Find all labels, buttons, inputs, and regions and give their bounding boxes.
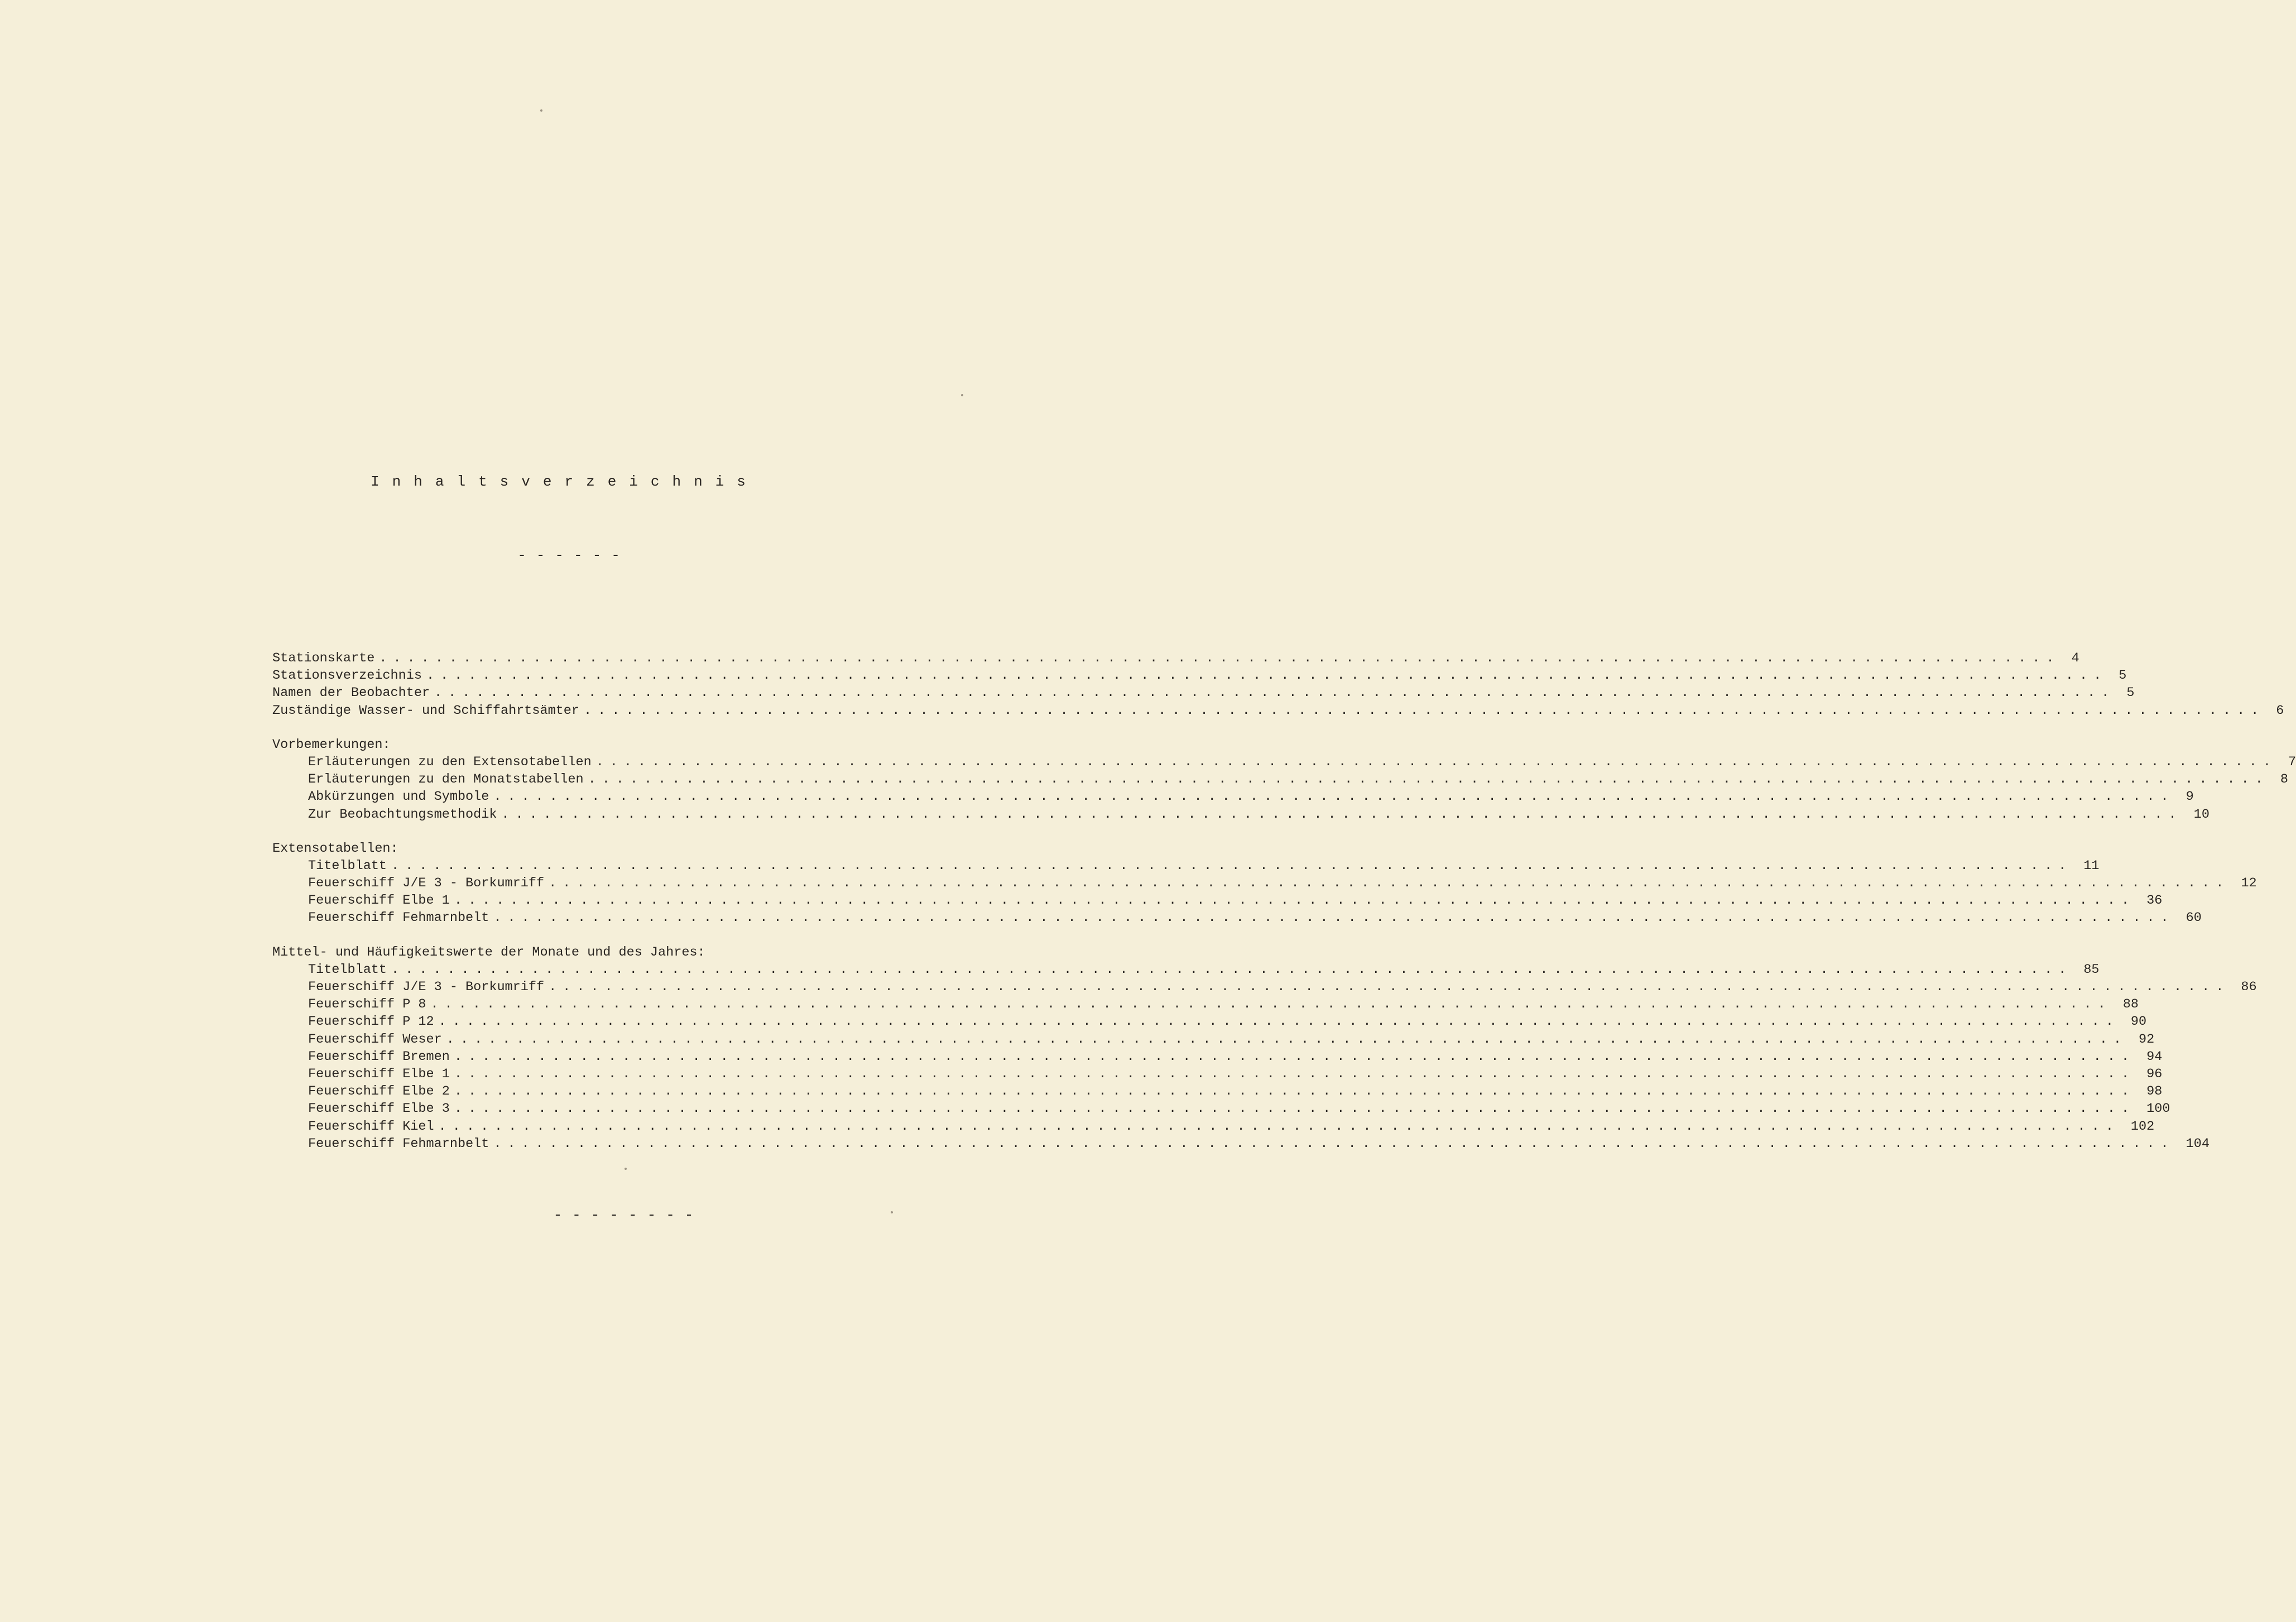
toc-entry[interactable] (272, 1135, 2209, 1153)
toc-entry[interactable] (272, 1031, 2155, 1048)
dot-leader: ........................................................................................................................ (595, 754, 2277, 770)
dot-leader: ........................................................................................................................ (493, 910, 2175, 926)
toc-entry-label: Feuerschiff Bremen (308, 1049, 450, 1064)
toc-entry[interactable] (272, 978, 2257, 996)
toc-entry[interactable] (272, 667, 2127, 684)
toc-entry-page: 102 (2130, 1119, 2155, 1134)
toc-entry-label: Titelblatt (308, 962, 387, 977)
toc-entry-label: Feuerschiff Elbe 3 (308, 1101, 450, 1117)
toc-entry-page: 4 (2071, 651, 2079, 666)
toc-entry-label: Feuerschiff Weser (308, 1031, 442, 1047)
toc-entry-page: 11 (2083, 858, 2100, 874)
toc-entry-page: 100 (2146, 1101, 2170, 1117)
paper-speck (540, 109, 542, 112)
paper-speck (961, 394, 963, 396)
page-title: Inhaltsverzeichnis (371, 473, 758, 490)
dot-leader: ........................................................................................................................ (454, 893, 2136, 909)
toc-entry[interactable] (272, 996, 2139, 1013)
toc-entry[interactable] (272, 857, 2100, 875)
dot-leader: ........................................................................................................................ (454, 1066, 2136, 1082)
toc-entry[interactable] (272, 702, 2284, 719)
title-underline: ------ (517, 547, 630, 564)
toc-entry-label: Titelblatt (308, 858, 387, 874)
toc-entry-page: 96 (2146, 1066, 2163, 1082)
toc-entry-label: Feuerschiff Elbe 1 (308, 1066, 450, 1082)
toc-entry-page: 92 (2139, 1031, 2155, 1047)
toc-entry-label: Stationsverzeichnis (272, 668, 422, 684)
dot-leader: ........................................................................................................................ (434, 685, 2116, 701)
dot-leader: ........................................................................................................................ (391, 858, 2073, 874)
toc-entry[interactable] (272, 1118, 2155, 1135)
toc-entry-page: 7 (2288, 754, 2296, 770)
toc-entry-label: Zuständige Wasser- und Schiffahrtsämter (272, 703, 579, 718)
toc-entry-label: Erläuterungen zu den Monatstabellen (308, 772, 584, 788)
toc-entry-page: 12 (2241, 876, 2257, 891)
dot-leader: ........................................................................................................................ (501, 807, 2183, 822)
dot-leader: ........................................................................................................................ (426, 668, 2108, 684)
toc-entry-label: Feuerschiff J/E 3 - Borkumriff (308, 876, 545, 891)
toc-entry-label: Feuerschiff J/E 3 - Borkumriff (308, 980, 545, 995)
dot-leader: ........................................................................................................................ (454, 1084, 2136, 1100)
toc-entry-label: Feuerschiff Kiel (308, 1119, 434, 1134)
toc-entry-page: 6 (2276, 703, 2284, 718)
dot-leader: ........................................................................................................................ (454, 1101, 2136, 1117)
toc-entry[interactable] (272, 875, 2257, 892)
dot-leader: ........................................................................................................................ (493, 1136, 2175, 1151)
toc-entry-page: 90 (2130, 1014, 2147, 1030)
toc-entry-label: Erläuterungen zu den Extensotabellen (308, 754, 592, 770)
toc-group-extensotabellen (272, 840, 2257, 927)
toc-entry-label: Feuerschiff Fehmarnbelt (308, 1136, 489, 1151)
toc-group-vorbemerkungen (272, 736, 2296, 823)
toc-entry-page: 9 (2185, 789, 2194, 805)
toc-entry-label: Feuerschiff Elbe 1 (308, 893, 450, 909)
dot-leader: ........................................................................................................................ (379, 651, 2060, 666)
toc-entry[interactable] (272, 1048, 2163, 1066)
toc-section-heading: Mittel- und Häufigkeitswerte der Monate und des Jahres: (272, 944, 705, 960)
paper-speck (891, 1211, 893, 1213)
toc-entry[interactable] (272, 1083, 2163, 1100)
toc-entry-page: 36 (2146, 893, 2163, 909)
dot-leader: ........................................................................................................................ (584, 703, 2265, 718)
toc-section-heading: Vorbemerkungen: (272, 737, 391, 752)
toc-entry-page: 10 (2193, 807, 2209, 822)
toc-entry[interactable] (272, 909, 2202, 927)
dot-leader: ........................................................................................................................ (391, 962, 2073, 977)
dot-leader: ........................................................................................................................ (438, 1119, 2120, 1134)
toc-group-general (272, 650, 2284, 719)
closing-rule: -------- (553, 1207, 704, 1223)
toc-entry-label: Feuerschiff Elbe 2 (308, 1084, 450, 1100)
toc-entry[interactable] (272, 806, 2209, 823)
toc-entry[interactable] (272, 892, 2163, 909)
toc-entry[interactable] (272, 1100, 2170, 1117)
toc-entry[interactable] (272, 754, 2296, 771)
toc-entry[interactable] (272, 1013, 2147, 1030)
dot-leader: ........................................................................................................................ (438, 1014, 2120, 1030)
toc-group-mittelwerte (272, 944, 2257, 1153)
dot-leader: ........................................................................................................................ (549, 980, 2230, 995)
paper-speck (625, 1168, 627, 1170)
dot-leader: ........................................................................................................................ (588, 772, 2269, 788)
dot-leader: ........................................................................................................................ (454, 1049, 2136, 1064)
toc-entry-label: Namen der Beobachter (272, 685, 430, 701)
table-of-contents (272, 650, 2296, 1153)
toc-entry-page: 5 (2119, 668, 2127, 684)
toc-entry-label: Abkürzungen und Symbole (308, 789, 489, 805)
toc-entry-label: Feuerschiff Fehmarnbelt (308, 910, 489, 926)
dot-leader: ........................................................................................................................ (430, 997, 2112, 1012)
toc-entry-page: 8 (2280, 772, 2288, 788)
toc-entry-label: Zur Beobachtungsmethodik (308, 807, 497, 822)
toc-entry-page: 85 (2083, 962, 2100, 977)
toc-entry[interactable] (272, 684, 2135, 702)
toc-entry[interactable] (272, 788, 2194, 805)
toc-entry-page: 60 (2185, 910, 2202, 926)
toc-entry-page: 94 (2146, 1049, 2163, 1064)
toc-entry-label: Stationskarte (272, 651, 375, 666)
toc-entry-page: 86 (2241, 980, 2257, 995)
toc-entry-label: Feuerschiff P 12 (308, 1014, 434, 1030)
toc-entry[interactable] (272, 1066, 2163, 1083)
dot-leader: ........................................................................................................................ (446, 1031, 2128, 1047)
toc-entry-page: 98 (2146, 1084, 2163, 1100)
toc-entry-page: 88 (2122, 997, 2139, 1012)
toc-entry-page: 5 (2126, 685, 2135, 701)
dot-leader: ........................................................................................................................ (549, 876, 2230, 891)
toc-entry-page: 104 (2185, 1136, 2209, 1151)
toc-entry[interactable] (272, 961, 2100, 978)
toc-entry[interactable] (272, 771, 2288, 788)
toc-entry-label: Feuerschiff P 8 (308, 997, 426, 1012)
toc-entry[interactable] (272, 650, 2079, 667)
dot-leader: ........................................................................................................................ (493, 789, 2175, 805)
toc-section-heading: Extensotabellen: (272, 841, 398, 856)
